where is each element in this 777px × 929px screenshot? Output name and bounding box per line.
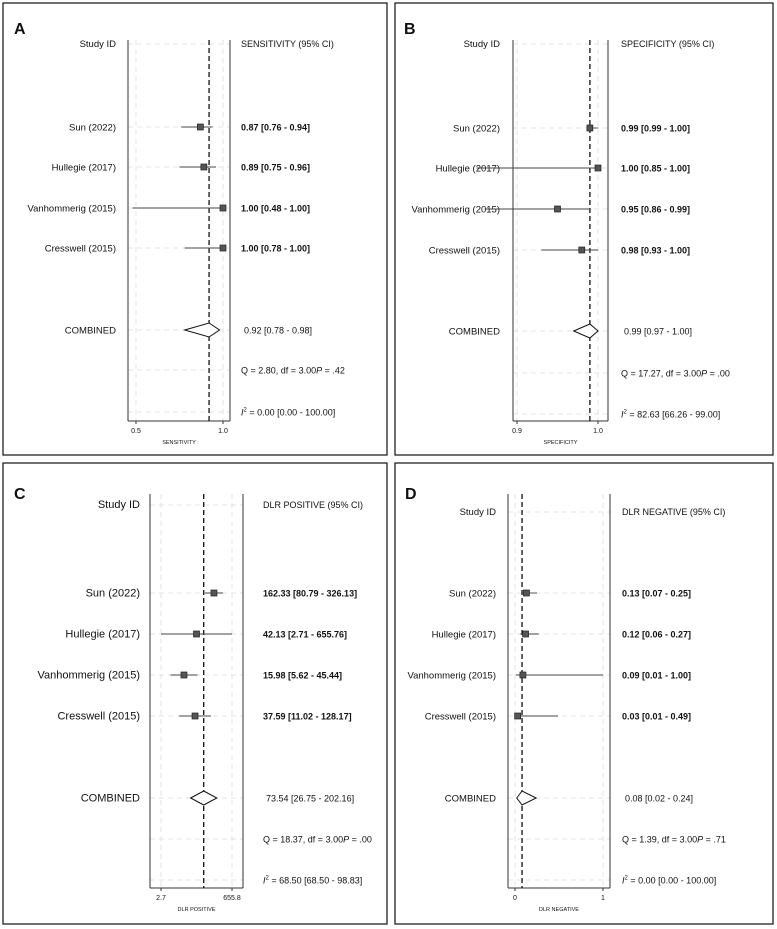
p-eq: = [322, 365, 333, 376]
i2-label: I [241, 407, 244, 418]
combined-label: COMBINED [444, 793, 496, 805]
forest-panel-d [395, 463, 773, 924]
study-value: 1.00 [0.78 - 1.00] [241, 243, 311, 254]
study-id-header: Study ID [463, 39, 500, 50]
study-value: 0.09 [0.01 - 1.00] [622, 670, 692, 681]
study-point-estimate [587, 125, 593, 131]
x-tick-label: 1 [601, 895, 605, 902]
i2-label: I [621, 409, 624, 420]
study-name: Hullegie (2017) [431, 629, 496, 641]
study-point-estimate [220, 245, 226, 251]
i2-ci: [0.00 - 100.00] [658, 875, 717, 886]
value-header: DLR NEGATIVE (95% CI) [622, 507, 726, 517]
study-point-estimate [192, 713, 198, 719]
p-value: .00 [717, 368, 730, 379]
p-value: .71 [713, 834, 726, 845]
study-name: Sun (2022) [85, 587, 140, 600]
panel-border [3, 463, 387, 924]
q-value: 18.37 [280, 834, 303, 845]
study-name: Hullegie (2017) [435, 163, 500, 175]
p-label: P [316, 365, 323, 376]
x-tick-label: 0.9 [512, 428, 522, 435]
study-point-estimate [523, 590, 529, 596]
q-value: 17.27 [638, 368, 661, 379]
i2-ci: [66.26 - 99.00] [662, 409, 721, 420]
forest-panel-c [3, 463, 387, 924]
df-value: 3.00 [679, 834, 698, 845]
study-point-estimate [220, 205, 226, 211]
q-label: Q = [621, 368, 639, 379]
study-value: 0.12 [0.06 - 0.27] [622, 629, 692, 640]
df-label: , df = [660, 368, 684, 379]
study-id-header: Study ID [459, 507, 496, 518]
study-point-estimate [181, 672, 187, 678]
heterogeneity-q [621, 369, 730, 379]
study-point-estimate [201, 164, 207, 170]
study-name: Vanhommerig (2015) [411, 204, 500, 216]
i2-label: I [622, 875, 625, 886]
panel-label: B [404, 21, 416, 38]
study-name: Hullegie (2017) [65, 628, 140, 641]
df-label: , df = [275, 365, 299, 376]
p-value: .00 [359, 834, 372, 845]
forest-panel-b [395, 3, 773, 455]
i2-eq: = [626, 409, 638, 420]
value-header: SPECIFICITY (95% CI) [621, 39, 715, 49]
heterogeneity-q [241, 366, 345, 376]
panel-border [395, 3, 773, 455]
x-tick-label: 2.7 [156, 895, 166, 902]
study-id-header: Study ID [97, 499, 140, 511]
panel-label: C [14, 486, 26, 503]
study-point-estimate [555, 206, 561, 212]
q-label: Q = [241, 365, 259, 376]
study-name: Cresswell (2015) [428, 245, 500, 257]
study-point-estimate [197, 124, 203, 130]
study-name: Sun (2022) [452, 123, 500, 135]
study-value: 0.13 [0.07 - 0.25] [622, 588, 692, 599]
study-value: 0.03 [0.01 - 0.49] [622, 711, 692, 722]
p-label: P [697, 834, 704, 845]
df-value: 3.00 [325, 834, 344, 845]
study-name: Cresswell (2015) [424, 711, 496, 723]
study-name: Cresswell (2015) [57, 710, 140, 723]
i-squared [263, 876, 362, 886]
study-value: 0.95 [0.86 - 0.99] [621, 204, 691, 215]
study-name: Sun (2022) [68, 122, 116, 134]
study-point-estimate [211, 590, 217, 596]
panel-label: D [405, 486, 417, 503]
i2-label: I [263, 875, 266, 886]
i2-superscript: 2 [624, 875, 628, 882]
x-tick-label: 0.5 [131, 428, 141, 435]
i2-superscript: 2 [265, 875, 269, 882]
x-tick-label: 0 [513, 895, 517, 902]
df-value: 3.00 [683, 368, 702, 379]
p-label: P [343, 834, 350, 845]
study-name: Sun (2022) [448, 588, 496, 600]
i2-eq: = [246, 407, 258, 418]
study-name: Hullegie (2017) [51, 162, 116, 174]
i2-value: 0.00 [638, 875, 656, 886]
x-tick-label: 1.0 [593, 428, 603, 435]
p-label: P [701, 368, 708, 379]
x-tick-label: 655.8 [223, 895, 241, 902]
x-axis-title: SENSITIVITY [162, 440, 196, 446]
i2-eq: = [627, 875, 639, 886]
study-value: 1.00 [0.85 - 1.00] [621, 163, 691, 174]
i2-value: 82.63 [637, 409, 660, 420]
x-axis-title: SPECIFICITY [543, 440, 578, 446]
df-label: , df = [656, 834, 680, 845]
x-tick-label: 1.0 [218, 428, 228, 435]
forest-panel-a [3, 3, 387, 455]
heterogeneity-q [263, 835, 372, 845]
combined-value: 0.99 [0.97 - 1.00] [624, 326, 693, 337]
i2-superscript: 2 [623, 409, 627, 416]
i-squared [241, 408, 335, 418]
study-point-estimate [579, 247, 585, 253]
study-point-estimate [515, 713, 521, 719]
study-name: Vanhommerig (2015) [407, 670, 496, 682]
p-eq: = [703, 834, 714, 845]
study-value: 0.87 [0.76 - 0.94] [241, 122, 311, 133]
combined-label: COMBINED [448, 326, 500, 338]
i-squared [622, 876, 716, 886]
panel-border [3, 3, 387, 455]
i2-ci: [68.50 - 98.83] [304, 875, 363, 886]
heterogeneity-q [622, 835, 726, 845]
study-value: 42.13 [2.71 - 655.76] [263, 629, 348, 640]
study-value: 15.98 [5.62 - 45.44] [263, 670, 343, 681]
q-value: 1.39 [639, 834, 657, 845]
x-axis-title: DLR NEGATIVE [539, 907, 579, 913]
study-id-header: Study ID [79, 39, 116, 50]
combined-label: COMBINED [80, 792, 140, 805]
i2-eq: = [268, 875, 280, 886]
study-value: 0.89 [0.75 - 0.96] [241, 162, 311, 173]
q-label: Q = [622, 834, 640, 845]
study-point-estimate [523, 631, 529, 637]
i2-value: 68.50 [279, 875, 302, 886]
study-point-estimate [194, 631, 200, 637]
df-label: , df = [302, 834, 326, 845]
combined-value: 0.92 [0.78 - 0.98] [244, 325, 313, 336]
df-value: 3.00 [298, 365, 317, 376]
study-value: 1.00 [0.48 - 1.00] [241, 203, 311, 214]
study-name: Vanhommerig (2015) [27, 203, 116, 215]
i-squared [621, 410, 720, 420]
q-value: 2.80 [258, 365, 276, 376]
value-header: DLR POSITIVE (95% CI) [263, 500, 364, 510]
panel-border [395, 463, 773, 924]
i2-value: 0.00 [257, 407, 275, 418]
p-eq: = [707, 368, 718, 379]
value-header: SENSITIVITY (95% CI) [241, 39, 334, 49]
combined-value: 73.54 [26.75 - 202.16] [266, 793, 355, 804]
study-name: Vanhommerig (2015) [37, 669, 140, 682]
i2-ci: [0.00 - 100.00] [277, 407, 336, 418]
combined-label: COMBINED [64, 325, 116, 337]
study-value: 0.98 [0.93 - 1.00] [621, 245, 691, 256]
x-axis-title: DLR POSITIVE [177, 907, 216, 913]
study-point-estimate [520, 672, 526, 678]
p-eq: = [349, 834, 360, 845]
study-value: 37.59 [11.02 - 128.17] [263, 711, 352, 722]
i2-superscript: 2 [243, 407, 247, 414]
panel-label: A [14, 21, 26, 38]
study-value: 0.99 [0.99 - 1.00] [621, 123, 691, 134]
combined-value: 0.08 [0.02 - 0.24] [625, 793, 694, 804]
p-value: .42 [332, 365, 345, 376]
study-value: 162.33 [80.79 - 326.13] [263, 588, 358, 599]
study-point-estimate [595, 165, 601, 171]
q-label: Q = [263, 834, 281, 845]
study-name: Cresswell (2015) [44, 243, 116, 255]
